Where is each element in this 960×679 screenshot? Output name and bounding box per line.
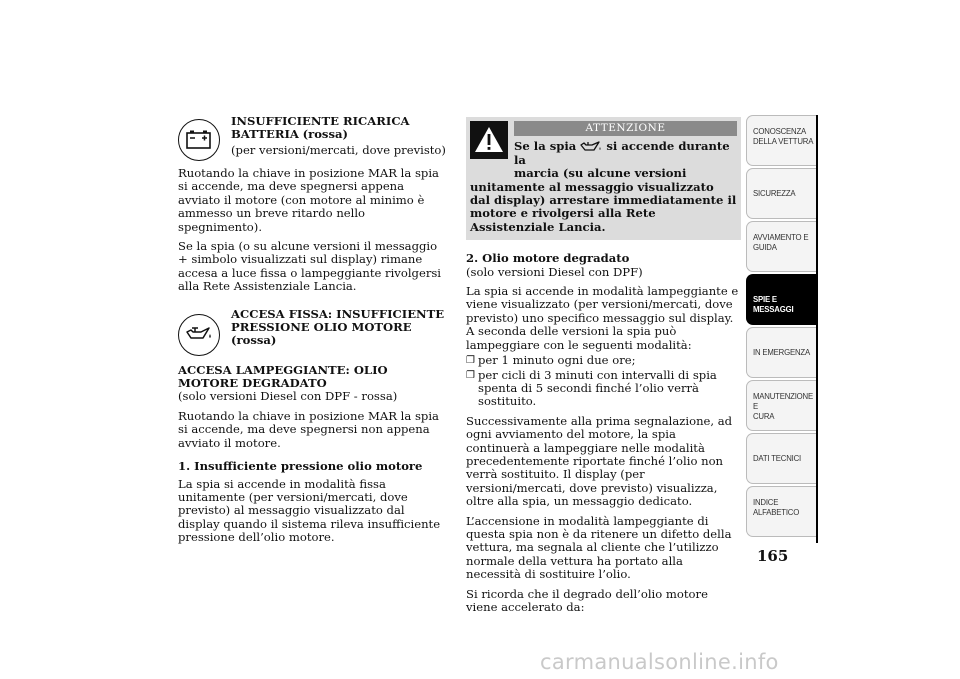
list-item: ❐ per 1 minuto ogni due ore; <box>466 354 741 367</box>
section-1-title: 1. Insufficiente pressione olio motore <box>178 459 423 474</box>
section-2-title: 2. Olio motore degradato <box>466 251 630 266</box>
battery-heading-line1: INSUFFICIENTE RICARICA <box>231 114 410 128</box>
warning-triangle-icon <box>470 121 508 159</box>
tab-dati-tecnici[interactable] <box>746 433 818 484</box>
section-1-paragraph: La spia si accende in modalità fissa unitamente (per versioni/mercati, dove previsto) al messaggio visualizzato dal display quando il sistema rileva insufficiente pressione dell’olio motore. <box>178 476 441 545</box>
tab-label: AVVIAMENTO E <box>753 233 809 242</box>
oil-pressure-block <box>178 308 446 352</box>
left-column <box>178 115 446 551</box>
warning-box <box>466 117 741 240</box>
right-column <box>466 117 741 620</box>
battery-heading-line2: BATTERIA <box>231 127 299 142</box>
tab-label: GUIDA <box>753 243 777 252</box>
tab-conoscenza[interactable] <box>746 115 818 166</box>
section-2-paragraph-2: Successivamente alla prima segnalazione, ad ogni avviamento del motore, la spia continuerà a lampeggiare nelle modalità precedentemente riportate finché l’olio non verrà sostituito. Il display (per versioni/mercati, dove previsto) visualizza, oltre alla spia, un messaggio dedicato. <box>466 413 733 509</box>
warning-text-pre: Se la spia <box>514 139 577 154</box>
flash-subtitle: (solo versioni Diesel con DPF - rossa) <box>178 389 398 404</box>
battery-paragraph-2: Se la spia (o su alcune versioni il messaggio + simbolo visualizzati sul display) rimane accesa a luce fissa o lampeggiante rivolgersi alla Rete Assistenziale Lancia. <box>178 239 442 294</box>
page-number: 165 <box>757 547 789 565</box>
oil-heading-color: (rossa) <box>231 333 277 348</box>
flash-heading: ACCESA LAMPEGGIANTE: OLIO MOTORE DEGRADATO <box>178 362 388 391</box>
oil-pressure-icon <box>178 314 220 356</box>
watermark: carmanualsonline.info <box>540 650 779 674</box>
oil-heading-line2: PRESSIONE OLIO MOTORE <box>231 320 412 335</box>
tab-avviamento[interactable] <box>746 221 818 272</box>
warning-text-post: si accende durante la <box>514 139 730 167</box>
tab-label: DELLA VETTURA <box>753 137 814 146</box>
battery-subtitle: (per versioni/mercati, dove previsto) <box>231 142 446 157</box>
tabs-edge-line <box>816 115 818 543</box>
battery-heading-color: (rossa) <box>302 127 348 142</box>
tab-label: IN EMERGENZA <box>753 348 810 357</box>
tab-sicurezza[interactable] <box>746 168 818 219</box>
tab-indice[interactable] <box>746 486 818 537</box>
chapter-tabs <box>746 115 818 539</box>
tab-emergenza[interactable] <box>746 327 818 378</box>
oil-inline-icon <box>580 140 602 152</box>
tab-label: CURA <box>753 412 775 421</box>
tab-label: MANUTENZIONE E <box>753 392 813 411</box>
tab-manutenzione[interactable] <box>746 380 818 431</box>
tab-spie-messaggi[interactable] <box>746 274 818 325</box>
warning-rest: unitamente al messaggio visualizzato dal display) arrestare immediatamente il motore e rivolgersi alla Rete Assistenziale Lancia. <box>470 179 737 234</box>
oil-heading-line1: ACCESA FISSA: INSUFFICIENTE <box>231 306 445 321</box>
tab-label: SICUREZZA <box>753 189 796 198</box>
tab-label: INDICE <box>753 498 779 507</box>
battery-warning-block <box>178 115 446 159</box>
section-2-paragraph-4: Si ricorda che il degrado dell’olio motore viene accelerato da: <box>466 586 708 614</box>
flash-paragraph: Ruotando la chiave in posizione MAR la spia si accende, ma deve spegnersi non appena avviato il motore. <box>178 408 439 450</box>
tab-label: ALFABETICO <box>753 508 800 517</box>
list-item: ❐ per cicli di 3 minuti con intervalli di spia spenta di 5 secondi finché l’olio verrà sostituito. <box>466 369 741 409</box>
tab-label: DATI TECNICI <box>753 454 801 463</box>
tab-label: SPIE E MESSAGGI <box>753 295 794 314</box>
section-2-paragraph-3: L’accensione in modalità lampeggiante di questa spia non è da ritenere un difetto della vettura, ma segnala al cliente che l’utilizzo normale della vettura ha portato alla necessità di sostituire l’olio. <box>466 513 732 582</box>
battery-paragraph-1: Ruotando la chiave in posizione MAR la spia si accende, ma deve spegnersi appena avviato il motore (con motore al minimo è ammesso un breve ritardo nello spegnimento). <box>178 166 439 234</box>
warning-title: ATTENZIONE <box>514 121 737 136</box>
section-2-paragraph-1: La spia si accende in modalità lampeggiante e viene visualizzato (per versioni/mercati, dove previsto) uno specifico messaggio sul display. A seconda delle versioni la spia può lampeggiare con le seguenti modalità: <box>466 284 739 352</box>
blink-modes-list <box>466 354 741 409</box>
tab-label: CONOSCENZA <box>753 127 807 136</box>
battery-icon <box>178 119 220 161</box>
section-2-subtitle: (solo versioni Diesel con DPF) <box>466 264 643 279</box>
warning-line2: marcia (su alcune versioni <box>514 166 687 181</box>
